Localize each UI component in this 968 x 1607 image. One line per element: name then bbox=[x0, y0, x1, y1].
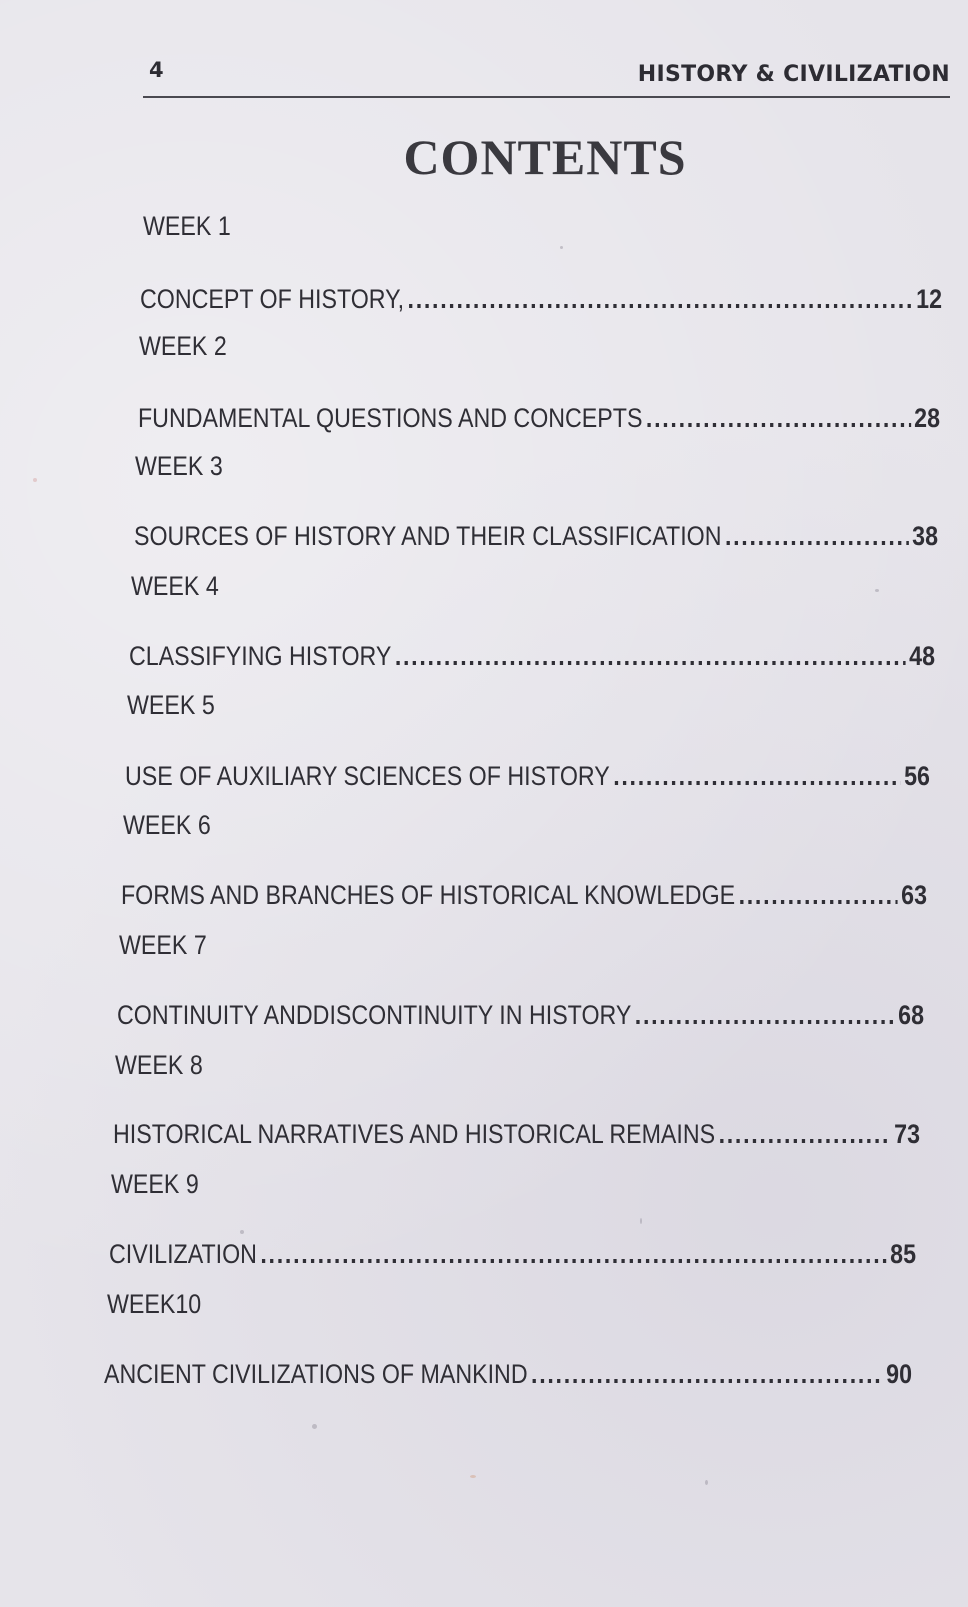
week-label: WEEK 7 bbox=[119, 930, 207, 960]
toc-entry bbox=[138, 394, 940, 434]
paper-speck bbox=[560, 246, 563, 249]
entry-title: SOURCES OF HISTORY AND THEIR CLASSIFICATION bbox=[134, 521, 722, 551]
week-label: WEEK 2 bbox=[139, 331, 227, 361]
running-title: HISTORY & CIVILIZATION bbox=[637, 62, 950, 87]
entry-title: CONCEPT OF HISTORY, bbox=[140, 284, 405, 314]
dot-leader bbox=[408, 284, 913, 315]
entry-page-number: 90 bbox=[886, 1359, 912, 1389]
paper-speck bbox=[640, 1218, 642, 1224]
entry-page-number: 85 bbox=[890, 1239, 916, 1269]
dot-leader bbox=[646, 403, 911, 434]
week-label: WEEK 3 bbox=[135, 451, 223, 481]
dot-leader bbox=[260, 1239, 886, 1270]
toc-entry bbox=[113, 1110, 920, 1150]
entry-page-number: 12 bbox=[916, 284, 942, 314]
entry-page-number: 38 bbox=[912, 521, 938, 551]
toc-entry bbox=[117, 991, 924, 1031]
entry-title: FUNDAMENTAL QUESTIONS AND CONCEPTS bbox=[138, 403, 643, 433]
page-number: 4 bbox=[149, 58, 164, 82]
dot-leader bbox=[531, 1359, 883, 1390]
dot-leader bbox=[725, 521, 909, 552]
paper-speck bbox=[705, 1480, 708, 1485]
entry-page-number: 56 bbox=[904, 761, 930, 791]
toc-entry bbox=[125, 752, 930, 792]
entry-title: ANCIENT CIVILIZATIONS OF MANKIND bbox=[104, 1359, 528, 1389]
toc-entry bbox=[140, 275, 942, 315]
dot-leader bbox=[739, 880, 898, 911]
week-label: WEEK 9 bbox=[111, 1169, 199, 1199]
week-label: WEEK 8 bbox=[115, 1050, 203, 1080]
dot-leader bbox=[395, 641, 906, 672]
entry-title: CIVILIZATION bbox=[109, 1239, 257, 1269]
entry-title: HISTORICAL NARRATIVES AND HISTORICAL REMAINS bbox=[113, 1119, 716, 1149]
paper-speck bbox=[312, 1424, 317, 1429]
entry-title: CLASSIFYING HISTORY bbox=[129, 641, 392, 671]
contents-heading: CONTENTS bbox=[403, 129, 687, 185]
week-label: WEEK 1 bbox=[143, 211, 231, 241]
toc-entry bbox=[121, 871, 927, 911]
entry-page-number: 48 bbox=[909, 641, 935, 671]
toc-entry bbox=[109, 1230, 916, 1270]
dot-leader bbox=[719, 1119, 891, 1150]
paper-speck bbox=[470, 1475, 476, 1478]
toc-entry bbox=[104, 1350, 912, 1390]
dot-leader bbox=[635, 1000, 895, 1031]
entry-page-number: 28 bbox=[914, 403, 940, 433]
entry-page-number: 68 bbox=[898, 1000, 924, 1030]
paper-speck bbox=[875, 589, 879, 592]
paper-speck bbox=[33, 478, 37, 482]
entry-page-number: 63 bbox=[901, 880, 927, 910]
entry-title: USE OF AUXILIARY SCIENCES OF HISTORY bbox=[125, 761, 610, 791]
week-label: WEEK 5 bbox=[127, 690, 215, 720]
week-label: WEEK 4 bbox=[131, 571, 219, 601]
running-header bbox=[143, 56, 950, 98]
toc-entry bbox=[129, 632, 935, 672]
toc-entry bbox=[134, 512, 938, 552]
entry-page-number: 73 bbox=[894, 1119, 920, 1149]
entry-title: FORMS AND BRANCHES OF HISTORICAL KNOWLEDGE bbox=[121, 880, 736, 910]
dot-leader bbox=[613, 761, 901, 792]
week-label: WEEK 6 bbox=[123, 810, 211, 840]
entry-title: CONTINUITY ANDDISCONTINUITY IN HISTORY bbox=[117, 1000, 632, 1030]
week-label: WEEK10 bbox=[107, 1289, 202, 1319]
